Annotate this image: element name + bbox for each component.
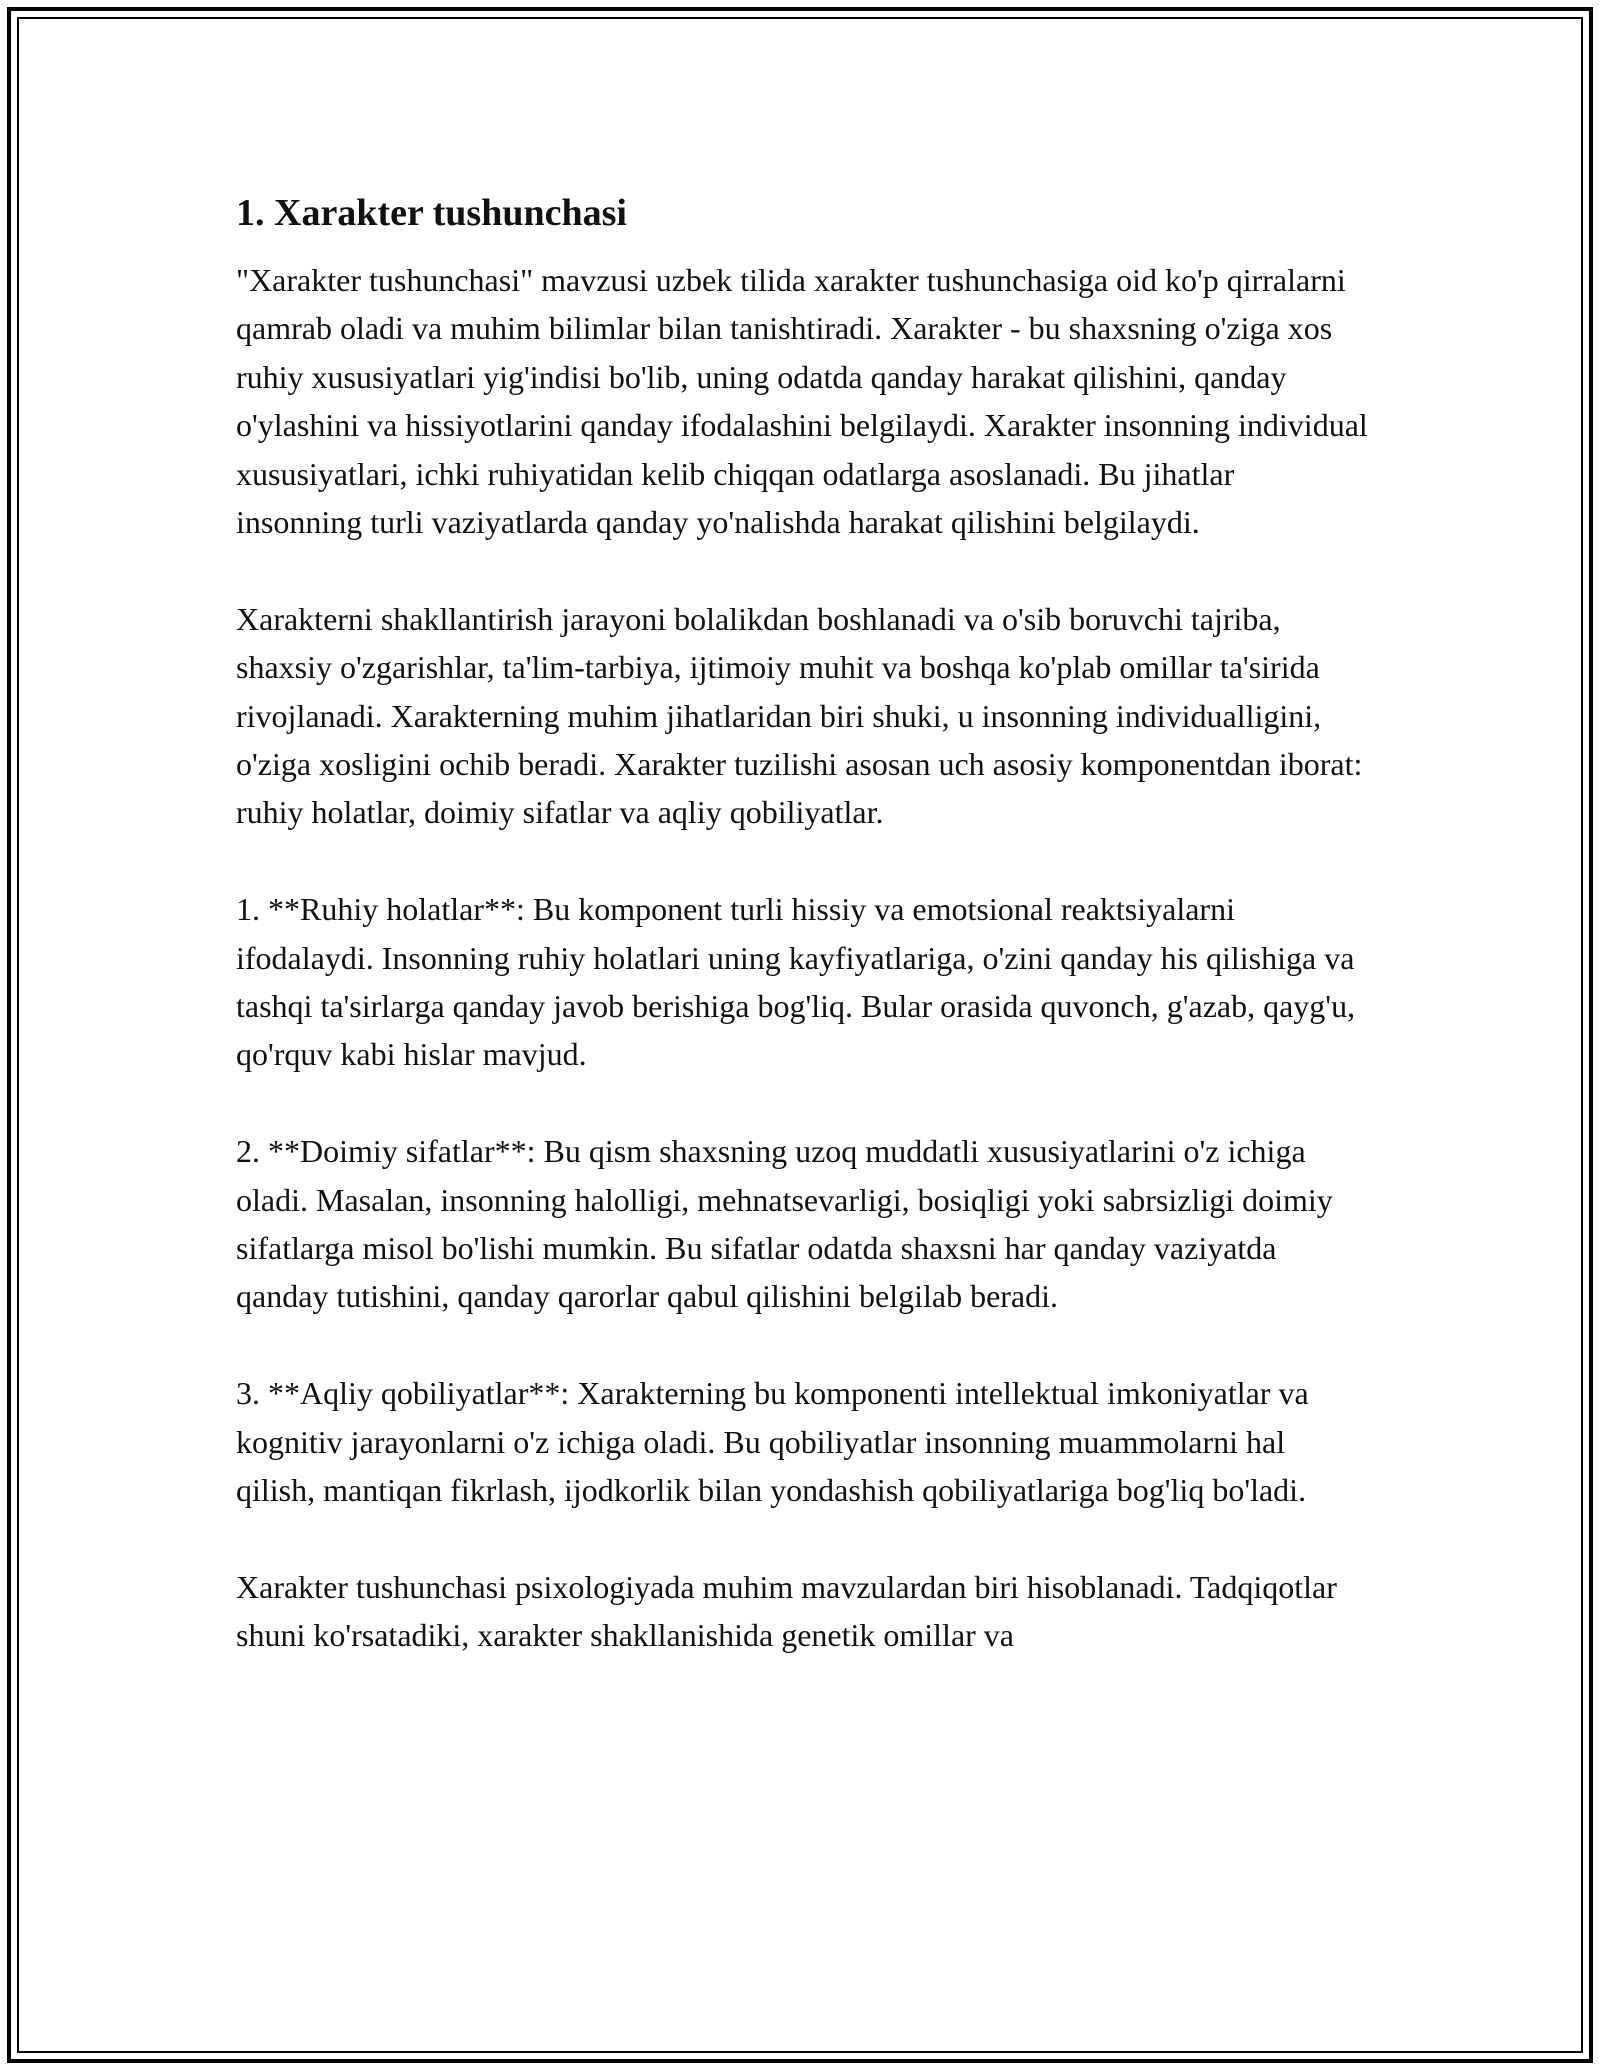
document-body <box>236 186 1368 1660</box>
list-item-mental-abilities: 3. **Aqliy qobiliyatlar**: Xarakterning bu komponenti intellektual imkoniyatlar va kognitiv jarayonlarni o'z ichiga oladi. Bu qobiliyatlar insonning muammolarni hal qilish, mantiqan fikrlash, ijodkorlik bilan yondashish qobiliyatlariga bog'liq bo'ladi. <box>236 1375 1309 1509</box>
paragraph-formation: Xarakterni shakllantirish jarayoni bolalikdan boshlanadi va o'sib boruvchi tajriba, shaxsiy o'zgarishlar, ta'lim-tarbiya, ijtimoiy muhit va boshqa ko'plab omillar ta'sirida rivojlanadi. Xarakterning muhim jihatlaridan biri shuki, u insonning individualligini, o'ziga xosligini ochib beradi. Xarakter tuzilishi asosan uch asosiy komponentdan iborat: ruhiy holatlar, doimiy sifatlar va aqliy qobiliyatlar. <box>236 600 1363 831</box>
section-heading: 1. Xarakter tushunchasi <box>236 192 627 234</box>
list-item-permanent-qualities: 2. **Doimiy sifatlar**: Bu qism shaxsning uzoq muddatli xususiyatlarini o'z ichiga oladi. Masalan, insonning halolligi, mehnatsevarligi, bosiqligi yoki sabrsizligi doimiy sifatlarga misol bo'lishi mumkin. Bu sifatlar odatda shaxsni har qanday vaziyatda qanday tutishini, qanday qarorlar qabul qilishini belgilab beradi. <box>236 1133 1333 1315</box>
paragraph-conclusion: Xarakter tushunchasi psixologiyada muhim mavzulardan biri hisoblanadi. Tadqiqotlar shuni ko'rsatadiki, xarakter shakllanishida genetik omillar va <box>236 1568 1337 1654</box>
list-item-mental-states: 1. **Ruhiy holatlar**: Bu komponent turli hissiy va emotsional reaktsiyalarni ifodalaydi. Insonning ruhiy holatlari uning kayfiyatlariga, o'zini qanday his qilishiga va tashqi ta'sirlarga qanday javob berishiga bog'liq. Bular orasida quvonch, g'azab, qayg'u, qo'rquv kabi hislar mavjud. <box>236 891 1356 1073</box>
paragraph-intro: "Xarakter tushunchasi" mavzusi uzbek tilida xarakter tushunchasiga oid ko'p qirralarni qamrab oladi va muhim bilimlar bilan tanishtiradi. Xarakter - bu shaxsning o'ziga xos ruhiy xususiyatlari yig'indisi bo'lib, uning odatda qanday harakat qilishini, qanday o'ylashini va hissiyotlarini qanday ifodalashini belgilaydi. Xarakter insonning individual xususiyatlari, ichki ruhiyatidan kelib chiqqan odatlarga asoslanadi. Bu jihatlar insonning turli vaziyatlarda qanday yo'nalishda harakat qilishini belgilaydi. <box>236 262 1368 541</box>
